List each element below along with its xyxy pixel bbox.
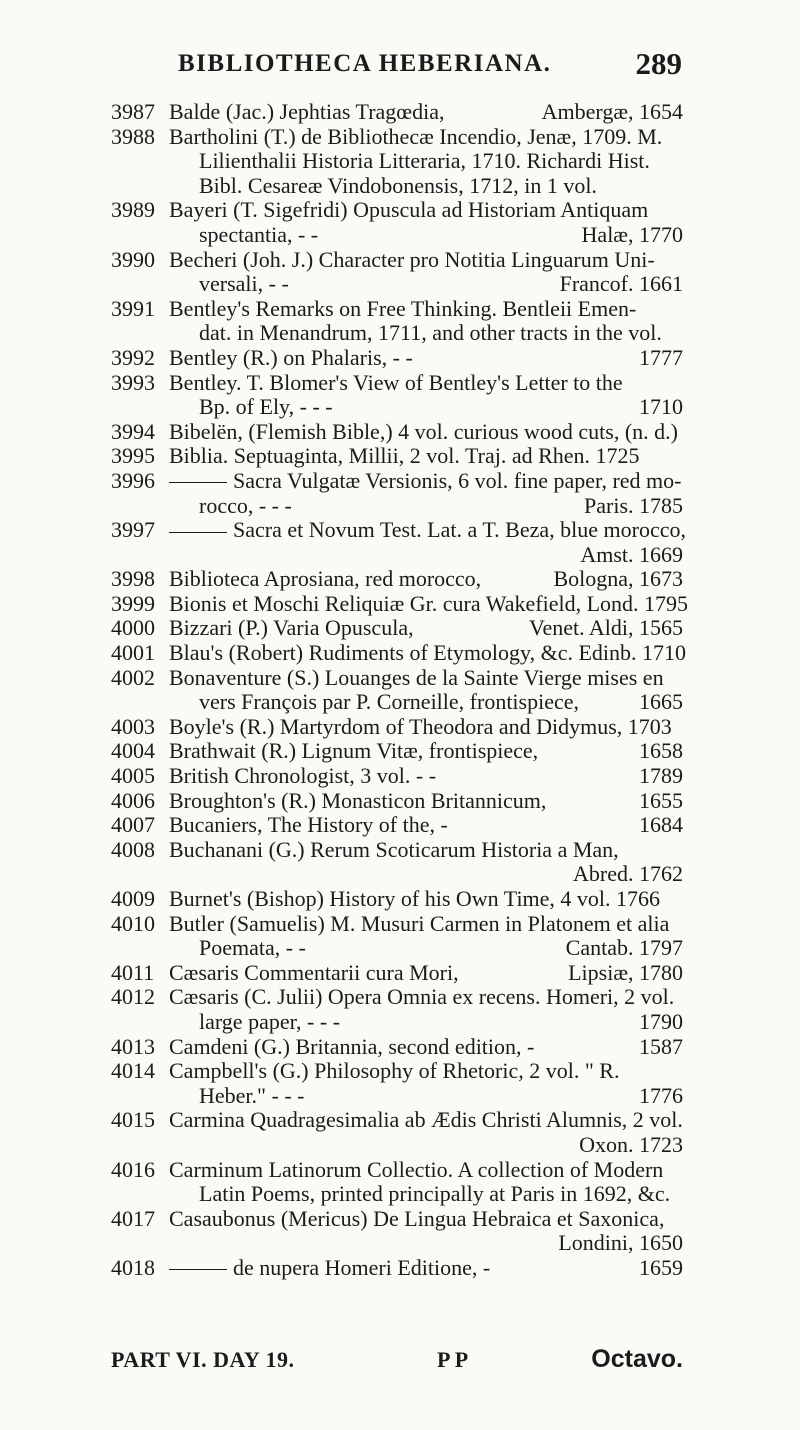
entry-title-text: Sacra et Novum Test. Lat. a T. Beza, blue morocco, [233,517,686,543]
lot-number: 4009 [111,886,155,911]
imprint-text: 1790 [639,1008,683,1034]
catalogue-entry [0,1158,800,1207]
entry-title-text: de nupera Homeri Editione, - [233,1254,491,1280]
lot-number: 4000 [111,615,155,641]
entry-title-text: Cæsaris Commentarii cura Mori, [169,959,459,985]
page-number: 289 [635,46,682,81]
part-day-label: PART VI. DAY 19. [111,1347,295,1372]
lot-number: 4015 [111,1107,155,1133]
lot-number: 4006 [111,787,155,813]
imprint-text: Ambergæ, 1654 [541,99,683,124]
entry-text [169,665,664,690]
entry-text [169,640,686,665]
entry-text [169,567,481,592]
entry-line [169,1256,683,1281]
entry-title-text: Bentley (R.) on Phalaris, - - [169,344,413,370]
entry-line [169,985,683,1010]
lot-number: 4017 [111,1205,155,1231]
imprint-text: 1776 [639,1082,683,1108]
entry-title-text: Lilienthalii Historia Litteraria, 1710. Richardi Hist. [199,148,650,174]
catalogue-entry [0,592,800,617]
entry-line [169,1133,683,1158]
entry-title-text: vers François par P. Corneille, frontispiece, [199,689,580,715]
entry-line [169,567,683,592]
entry-text [169,591,688,616]
imprint-text: 1659 [639,1254,683,1280]
entry-title-text: Boyle's (R.) Martyrdom of Theodora and Didymus, 1703 [169,713,672,739]
entry-title-text: Casaubonus (Mericus) De Lingua Hebraica et Saxonica, [169,1205,665,1231]
entry-line [169,248,683,273]
entry-line [169,640,687,666]
imprint-text: Venet. Aldi, 1565 [529,615,683,641]
entry-title-text: Latin Poems, printed principally at Paris in 1692, &c. [199,1181,671,1207]
running-title: BIBLIOTHECA HEBERIANA. [178,50,552,77]
entry-title-text: Carminum Latinorum Collectio. A collection of Modern [169,1156,664,1182]
lot-number: 4013 [111,1033,155,1059]
lot-number: 4011 [111,959,155,985]
catalogue-entry [0,1256,800,1281]
entry-line [169,321,683,346]
entry-text [169,984,674,1009]
imprint-text: 1587 [639,1033,683,1059]
entry-text [169,789,546,814]
catalogue-entry [0,297,800,346]
entry-title-text: Bentley. T. Blomer's View of Bentley's Letter to the [169,369,623,395]
entry-title-text: Heber." - - - [199,1082,305,1108]
entry-title-text: Bentley's Remarks on Free Thinking. Bentleii Emen- [169,295,637,321]
entry-line [169,1059,683,1084]
lot-number: 4008 [111,836,155,862]
ditto-rule [169,482,227,483]
catalogue-entry [0,715,800,740]
entry-text [169,961,459,986]
entry-line [169,198,683,223]
lot-number: 4016 [111,1156,155,1182]
entry-line [169,517,686,543]
entry-line [169,936,683,961]
entry-line [169,1084,683,1109]
ditto-rule [169,532,227,533]
entry-line [169,420,683,445]
lot-number: 3988 [111,123,155,149]
entry-title-text: Bonaventure (S.) Louanges de la Sainte Vierge mises en [169,664,664,690]
imprint-text: Paris. 1785 [584,492,683,518]
entry-line [169,690,683,715]
imprint-text: 1655 [639,787,683,813]
entry-title-text: Biblia. Septuaginta, Millii, 2 vol. Traj. ad Rhen. 1725 [169,443,640,469]
entry-title-text: Blau's (Robert) Rudiments of Etymology, &c. Edinb. 1710 [169,640,687,666]
entry-line [169,395,683,420]
lot-number: 4018 [111,1254,155,1280]
catalogue-entry [0,469,800,518]
entry-line [169,444,683,469]
entry-line [169,1158,683,1183]
entry-text [169,616,414,641]
entry-line [169,297,683,322]
lot-number: 4010 [111,910,155,936]
imprint-text: 1658 [639,738,683,764]
entry-text [199,395,333,420]
lot-number: 4004 [111,738,155,764]
lot-number: 3990 [111,246,155,272]
entry-title-text: Bibelën, (Flemish Bible,) 4 vol. curious wood cuts, (n. d.) [169,418,678,444]
entry-line [169,862,683,887]
catalogue-entry [0,371,800,420]
entry-title-text: Bartholini (T.) de Bibliothecæ Incendio, Jenæ, 1709. M. [169,123,663,149]
entry-title-text: Biblioteca Aprosiana, red morocco, [169,566,482,592]
entry-line [169,789,683,814]
entry-title-text: Camdeni (G.) Britannia, second edition, - [169,1033,535,1059]
entry-title-text: Carmina Quadragesimalia ab Ædis Christi Alumnis, 2 vol. [169,1107,683,1133]
entry-text [169,911,669,936]
entry-text [169,247,655,272]
lot-number: 3991 [111,295,155,321]
signature-mark: P P [437,1347,469,1372]
entry-line [169,272,683,297]
entry-title-text: Sacra Vulgatæ Versionis, 6 vol. fine paper, red mo- [233,467,682,493]
imprint-text: 1777 [639,344,683,370]
catalogue-entry [0,912,800,961]
entry-title-text: Bizzari (P.) Varia Opuscula, [169,615,414,641]
entry-text [169,419,678,444]
catalogue-entry [0,616,800,641]
entry-line [169,1010,683,1035]
entry-text [169,886,660,911]
catalogue-entry [0,666,800,715]
catalogue-entry [0,518,800,567]
entry-text [169,1035,534,1060]
entry-text [199,272,289,297]
entry-title-text: Buchanani (G.) Rerum Scoticarum Historia a Man, [169,836,619,862]
entry-line [169,590,689,617]
entry-line [169,838,683,863]
entry-line [169,616,683,641]
entry-text [199,936,306,961]
lot-number: 3993 [111,369,155,395]
entry-title-text: Poemata, - - [199,935,306,961]
imprint-text: 1789 [639,763,683,789]
entry-title-text: Bayeri (T. Sigefridi) Opuscula ad Historiam Antiquam [169,197,649,223]
entry-line [169,346,683,371]
imprint-text: 1710 [639,394,683,420]
entry-text [169,1256,490,1281]
catalogue-entry [0,985,800,1034]
entry-title-text: Butler (Samuelis) M. Musuri Carmen in Platonem et alia [169,910,670,936]
entry-line [169,961,683,986]
entry-text [199,173,597,198]
entry-text [199,223,318,248]
entry-line [169,543,683,568]
catalogue-entry [0,813,800,838]
entry-line [169,887,683,912]
imprint-text: Londini, 1650 [558,1230,683,1256]
catalogue-entry [0,100,800,125]
imprint-text: Halæ, 1770 [581,221,683,247]
lot-number: 3998 [111,566,155,592]
entry-text [199,1010,340,1035]
lot-number: 4002 [111,664,155,690]
entry-text [169,764,436,789]
catalogue-entry [0,1059,800,1108]
entry-line [169,149,683,174]
entry-title-text: Burnet's (Bishop) History of his Own Time, 4 vol. 1766 [169,886,661,911]
entry-text [169,346,413,371]
entry-line [169,1182,683,1207]
catalogue-entry [0,887,800,912]
catalogue-entry [0,420,800,445]
entry-title-text: Brathwait (R.) Lignum Vitæ, frontispiece, [169,738,539,764]
entry-text [169,468,682,493]
lot-number: 3989 [111,197,155,223]
lot-number: 3987 [111,99,155,124]
catalogue-entry [0,248,800,297]
entry-line [169,100,683,125]
entry-line [169,715,683,740]
entry-text [199,1084,305,1109]
entry-title-text: large paper, - - - [199,1008,341,1034]
entry-title-text: Becheri (Joh. J.) Character pro Notitia Linguarum Uni- [169,246,655,272]
entry-line [169,1231,683,1256]
imprint-text: Amst. 1669 [580,541,683,567]
entry-title-text: rocco, - - - [199,492,292,518]
entry-title-text: Cæsaris (C. Julii) Opera Omnia ex recens. Homeri, 2 vol. [169,984,675,1010]
entry-title-text: spectantia, - - [199,221,319,247]
entry-title-text: British Chronologist, 3 vol. - - [169,763,437,789]
entry-title-text: Bucaniers, The History of the, - [169,812,448,838]
entry-title-text: dat. in Menandrum, 1711, and other tracts in the vol. [199,320,662,346]
entry-line [169,469,683,494]
lot-number: 3994 [111,418,155,444]
entry-line [169,1035,683,1060]
catalogue-entry [0,198,800,247]
imprint-text: Abred. 1762 [573,861,683,887]
entry-title-text: Bionis et Moschi Reliquiæ Gr. cura Wakefield, Lond. 1795 [169,590,689,616]
imprint-text: Cantab. 1797 [565,935,683,961]
catalogue-entry [0,1108,800,1157]
entry-title-text: Campbell's (G.) Philosophy of Rhetoric, 2 vol. " R. [169,1058,620,1084]
catchword: Octavo. [591,1345,683,1373]
lot-number: 4014 [111,1058,155,1084]
catalogue-entry [0,838,800,887]
entry-text [199,1181,670,1206]
catalogue-entry [0,961,800,986]
imprint-text: 1684 [639,812,683,838]
entry-text [169,1107,683,1132]
entry-line [169,739,683,764]
entry-text [199,690,579,715]
entry-line [169,764,683,789]
entry-line [169,371,683,396]
entry-line [169,223,683,248]
entry-title-text: Bp. of Ely, - - - [199,394,333,420]
entry-text [169,370,623,395]
entry-text [169,813,448,838]
imprint-text: Francof. 1661 [559,271,683,297]
imprint-text: Bologna, 1673 [553,566,683,592]
entry-text [169,100,445,125]
lot-number: 3992 [111,344,155,370]
lot-number: 4012 [111,984,155,1010]
entry-title-text: Bibl. Cesareæ Vindobonensis, 1712, in 1 vol. [199,172,597,198]
entry-line [169,125,683,150]
entry-line [169,174,683,199]
lot-number: 4003 [111,713,155,739]
entry-line [169,912,683,937]
entry-text [169,837,619,862]
entry-text [169,443,640,468]
lot-number: 4007 [111,812,155,838]
entry-title-text: Broughton's (R.) Monasticon Britannicum, [169,787,547,813]
entry-text [169,517,686,542]
entry-line [169,494,683,519]
catalogue-entry [0,346,800,371]
entry-text [169,714,672,739]
imprint-text: Lipsiæ, 1780 [568,959,683,985]
catalogue-entry [0,764,800,789]
lot-number: 4001 [111,640,155,666]
entry-line [169,1207,683,1232]
lot-number: 3996 [111,467,155,493]
entry-text [169,296,636,321]
entry-line [169,813,683,838]
lot-number: 3997 [111,517,155,543]
entry-text [169,197,648,222]
entry-text [169,124,662,149]
catalogue-entry [0,567,800,592]
lot-number: 3999 [111,590,155,616]
catalogue-entry [0,444,800,469]
entry-line [169,1108,683,1133]
entry-title-text: versali, - - [199,271,289,297]
imprint-text: 1665 [639,689,683,715]
catalogue-entry [0,125,800,199]
entry-text [169,1206,664,1231]
page-footer [111,1347,683,1377]
imprint-text: Oxon. 1723 [579,1131,683,1157]
catalogue-entry [0,1207,800,1256]
entry-title-text: Balde (Jac.) Jephtias Tragœdia, [169,99,445,124]
lot-number: 3995 [111,443,155,469]
catalogue-entry [0,641,800,666]
entry-text [169,1058,619,1083]
catalogue-entry [0,789,800,814]
entry-text [169,739,538,764]
entry-line [169,666,683,691]
entry-text [169,1157,663,1182]
entry-text [199,320,662,345]
entry-text [199,494,292,519]
lot-number: 4005 [111,763,155,789]
entry-text [199,148,650,173]
entry-list [0,100,800,1281]
page-header [0,46,800,90]
catalogue-entry [0,739,800,764]
ditto-rule [169,1269,227,1270]
catalogue-entry [0,1035,800,1060]
